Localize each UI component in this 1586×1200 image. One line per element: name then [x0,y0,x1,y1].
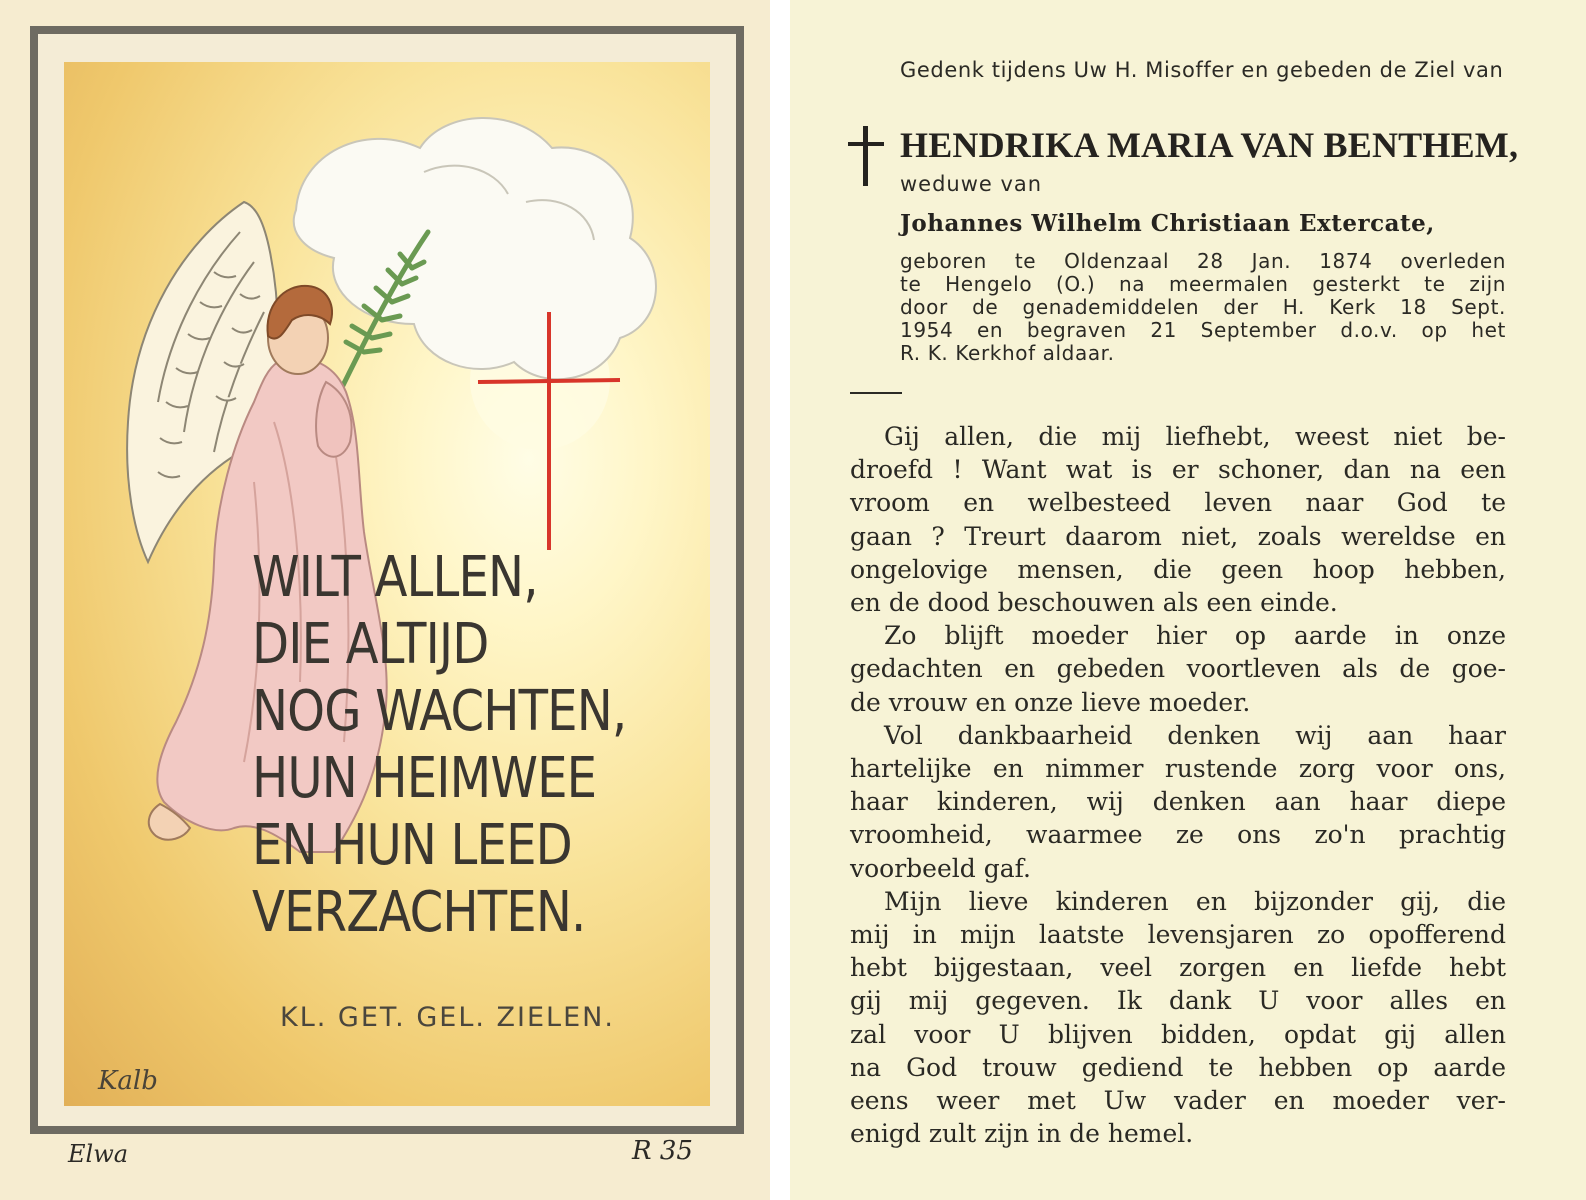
paragraph [850,885,1506,1151]
verse-line: HUN HEIMWEE [252,746,597,811]
bio-line: R. K. Kerkhof aldaar. [900,341,1115,365]
deceased-name: HENDRIKA MARIA VAN BENTHEM, [900,125,1519,165]
text-line: gij mij gegeven. Ik dank U voor alles en [850,986,1506,1016]
card-inner-panel [38,34,736,1126]
text-line: haar kinderen, wij denken aan haar diepe [850,787,1506,817]
widow-of-label: weduwe van [900,172,1043,196]
intro-text: Gedenk tijdens Uw H. Misoffer en gebeden de Ziel van [900,58,1504,82]
bio-line: te Hengelo (O.) na meermalen gesterkt te zijn [900,272,1506,296]
cross-icon [846,122,886,192]
mourning-border [30,26,744,1134]
biography [900,250,1506,365]
farewell-text [850,420,1506,1150]
cloud-illustration [294,118,656,379]
text-line: eens weer met Uw vader en moeder ver- [850,1086,1506,1116]
text-line: enigd zult zijn in de hemel. [850,1119,1194,1149]
paragraph [850,619,1506,719]
text-line: Vol dankbaarheid denken wij aan haar [884,720,1506,750]
text-line: gedachten en gebeden voortleven als de goe- [850,654,1506,684]
artist-signature: Kalb [98,1066,158,1096]
verse-line: EN HUN LEED [252,813,572,878]
paragraph [850,719,1506,885]
devotional-illustration [64,62,710,1106]
text-line: voorbeeld gaf. [850,853,1031,883]
text-line: hebt bijgestaan, veel zorgen en liefde hebt [850,953,1506,983]
verse-text [252,544,692,946]
text-line: zal voor U blijven bidden, opdat gij allen [850,1019,1506,1049]
verse-line: VERZACHTEN. [252,880,586,945]
text-line: hartelijke en nimmer rustende zorg voor ons, [850,754,1506,784]
verse-line: NOG WACHTEN, [252,679,627,744]
text-line: vroom en welbesteed leven naar God te [850,488,1506,518]
text-line: Gij allen, die mij liefhebt, weest niet be- [884,422,1506,451]
text-line: vroomheid, waarmee ze ons zo'n prachtig [850,820,1506,850]
verse-source: KL. GET. GEL. ZIELEN. [280,1002,615,1033]
bio-line: geboren te Oldenzaal 28 Jan. 1874 overleden [900,249,1506,273]
text-line: en de dood beschouwen als een einde. [850,588,1338,618]
verse-line: WILT ALLEN, [252,545,538,610]
divider [850,392,902,394]
text-line: de vrouw en onze lieve moeder. [850,687,1251,717]
text-line: ongelovige mensen, die geen hoop hebben, [850,554,1506,584]
publisher-mark: Elwa [68,1140,129,1168]
spouse-name: Johannes Wilhelm Christiaan Extercate, [900,210,1435,237]
text-line: na God trouw gediend te hebben op aarde [850,1052,1506,1082]
text-line: Mijn lieve kinderen en bijzonder gij, die [884,886,1506,916]
series-code: R 35 [632,1136,693,1166]
text-line: mij in mijn laatste levensjaren zo opofferend [850,920,1506,950]
bio-line: 1954 en begraven 21 September d.o.v. op het [900,318,1506,342]
bio-line: door de genademiddelen der H. Kerk 18 Sept. [900,295,1506,319]
paragraph [850,420,1506,619]
prayer-card-back [790,0,1586,1200]
verse-line: DIE ALTIJD [252,612,489,677]
text-line: Zo blijft moeder hier op aarde in onze [884,621,1506,651]
text-line: gaan ? Treurt daarom niet, zoals wereldse en [850,521,1506,551]
text-line: droefd ! Want wat is er schoner, dan na een [850,455,1506,485]
prayer-card-front [0,0,770,1200]
